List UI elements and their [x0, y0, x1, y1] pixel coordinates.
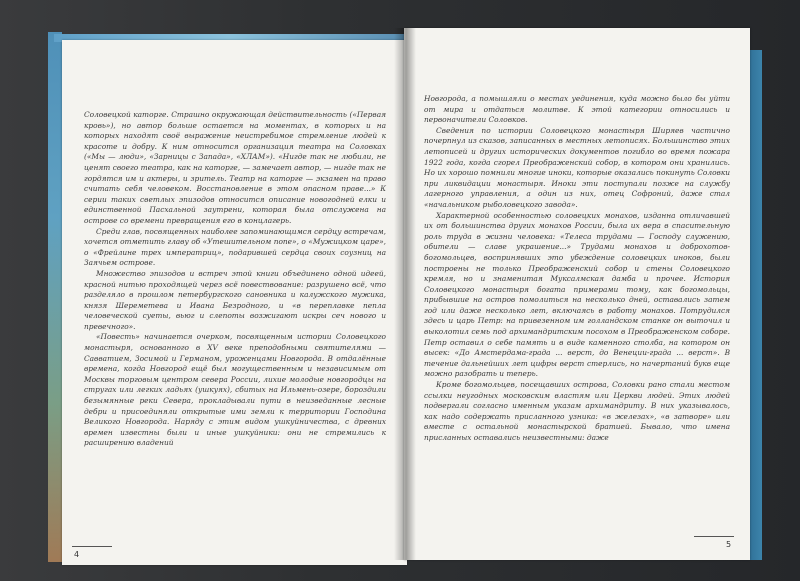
- left-paragraph: Соловецкой каторге. Страшно окружающая действительность («Первая кровь»), но автор больше остается на моментах, в которых и на которых находят своё выражение неистребимое стремление людей к красоте и добру. К ним относится организация театра на Соловках («Мы — люди», «Зарницы с Запада», «ХЛАМ»). «Нигде так не любили, не ценят своего театра, как на каторге, — замечает автор, — нигде так не гордятся им и актеры, и зритель. Театр на каторге — экзамен на право считать себя человеком. Восстановление в этом опасном праве...» К серии таких светлых эпизодов относится описание новогодней елки и единственной Пасхальной заутрени, которая была отслужена на острове со времени превращения его в концлагерь.: [84, 110, 386, 225]
- left-paragraph: Множество эпизодов и встреч этой книги объединено одной идеей, красной нитью проходящей через всё повествование: разрушено всё, что разделяло в прошлом петербургского сановника и калужского мужика, князя Шереметева и Ивана Безродного, и «в переплавке пепла человеческой суеты, вьюг и слепоты возжигают искры сеч нового и превечного».: [84, 268, 386, 331]
- right-paragraph: Характерной особенностью соловецких монахов, изданна отличавшей их от большинства других монахов России, была их вера в спасительную роль труда в жизни человека: «Телеса трудами — Господу служению, обители — славе украшение...» Трудами монахов и доброхотов-богомольцев, воспринявших это убеждение соловецких иноков, были построены не только Преображенский собор и стены Соловецкого кремля, но и знаменитая Муксалмская дамба и прочее. История Соловецкого монастыря богата примерами тому, как богомольцы, прибывшие на остров помолиться на несколько дней, оставались затем год или даже несколько лет, включаясь в работу монахов. Потрудился здесь и царь Петр: на привезенном им голландском станке он выточил и выколотил семь под архимандритским посохом в Преображенском соборе. Петр оставил о себе память и в виде каменного столба, на котором он высек: «До Амстердама-града ... верст, до Венеции-града ... верст». В течение дальнейших лет цифры верст стерлись, но начертаний букв еще можно разобрать и теперь.: [424, 210, 730, 379]
- right-paragraph: Кроме богомольцев, посещавших острова, Соловки рано стали местом ссылки неугодных московским властям или Церкви людей. Этих людей подвергали согласно именным указам архимандриту. В них указывалось, как надо содержать присланного узника: «в железах», «в затворе» или вместе с остальной монастырской братией. Бывало, что имена присланных оставались неизвестными: даже: [424, 380, 730, 442]
- left-page: [62, 40, 407, 565]
- folio-rule: [694, 536, 734, 537]
- book-cover-right-edge: [748, 50, 762, 560]
- right-paragraph: Сведения по истории Соловецкого монастыря Ширяев частично почерпнул из сказов, записанных в местных летописях. Большинство этих летописей и других исторических документов погибло во время пожара 1922 года, когда сгорел Преображенский собор, в котором они хранились. Но их хорошо помнили многие иноки, которые оказались покинуть Соловки при ликвидации монастыря. Иноки эти поступали позже на службу лагерного управления, а один из них, отец Софроний, даже стал «начальником рыболовецкого завода».: [424, 125, 730, 209]
- left-paragraph: «Повесть» начинается очерком, посвященным истории Соловецкого монастыря, основанного в XV веке преподобными святителями — Савватием, Зосимой и Германом, уроженцами Новгорода. В отдалённые времена, когда Новгород ещё был могущественным и независимым от Москвы торговым центром севера России, лихие молодые новгородцы на стругах или легких ладьях (ушкуях), сбитых на Ильмень-озере, бороздили безымянные реки Севера, прокладывали пути в неизведанные лесные дебри и присоединяли открытые ими земли к территории Господина Великого Новгорода. Наряду с этим видом ушкуйничества, с древних времен известны были и иные ушкуйники: они не стремились к расширению владений: [84, 332, 386, 448]
- left-paragraph: Среди глав, посвященных наиболее запоминающимся сердцу встречам, хочется отметить главу об «Утешительном попе», о «Мужицком царе», о «Фрейлине трех императриц», подарившей сердца своих соузниц на Заячьем острове.: [84, 226, 386, 268]
- left-page-text: [84, 110, 386, 449]
- right-page-text: [424, 94, 730, 444]
- right-page: [404, 28, 750, 560]
- right-paragraph: Новгорода, а помышляли о местах уединения, куда можно было бы уйти от мира и отдаться молитве. К этой категории относились и первоначители Соловков.: [424, 94, 730, 125]
- folio-rule: [72, 546, 112, 547]
- page-number-right: 5: [726, 540, 732, 549]
- book-cover-edge: [48, 32, 62, 562]
- open-book: [48, 22, 768, 570]
- page-number-left: 4: [74, 550, 80, 559]
